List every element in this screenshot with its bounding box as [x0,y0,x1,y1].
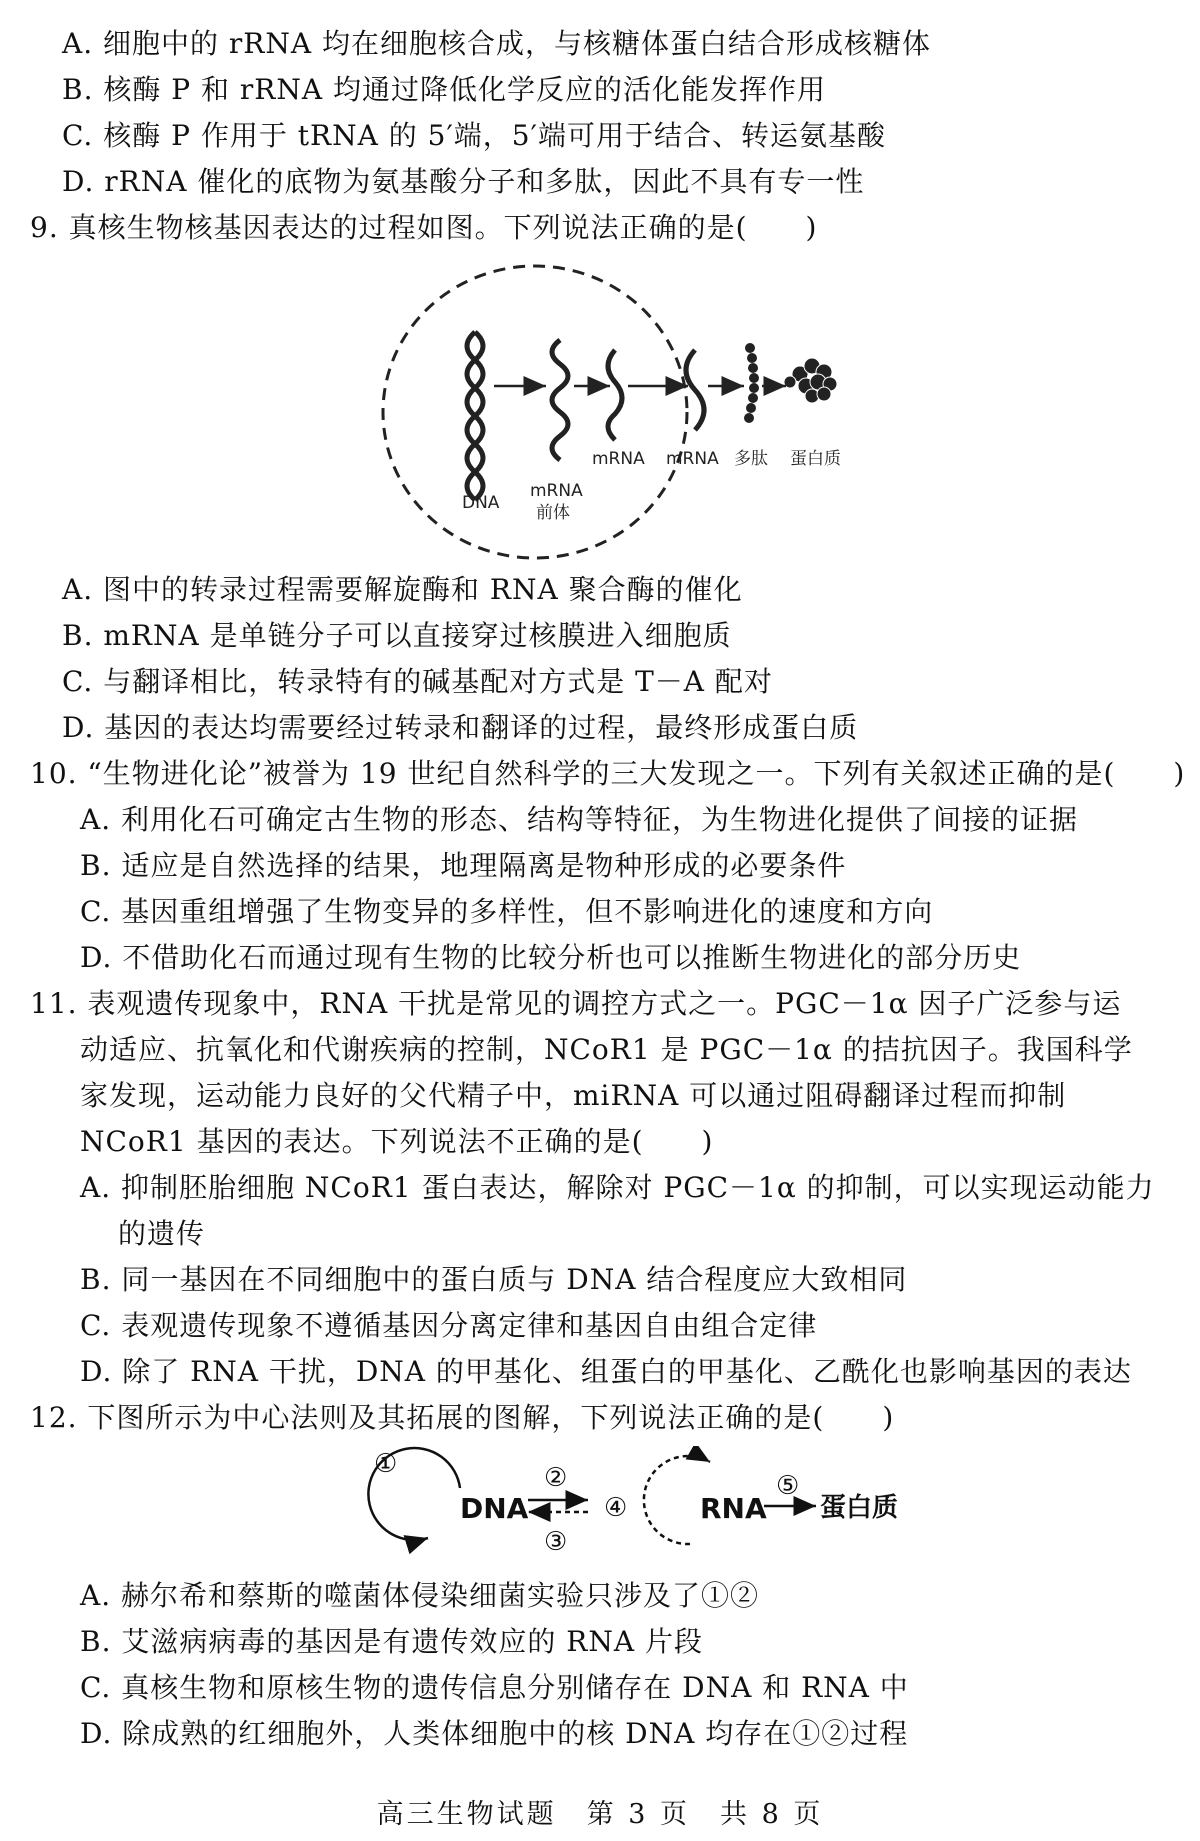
q11-stem-line-1: 11. 表观遗传现象中，RNA 干扰是常见的调控方式之一。PGC－1α 因子广泛参与运 [30,987,1122,1020]
q9-stem: 9. 真核生物核基因表达的过程如图。下列说法正确的是( ) [30,211,818,244]
q11-stem-line-3: 家发现，运动能力良好的父代精子中，miRNA 可以通过阻碍翻译过程而抑制 [80,1079,1067,1112]
label-dna: DNA [462,493,500,513]
q10-option-c: C. 基因重组增强了生物变异的多样性，但不影响进化的速度和方向 [80,895,934,928]
q11-option-d: D. 除了 RNA 干扰，DNA 的甲基化、组蛋白的甲基化、乙酰化也影响基因的表达 [80,1355,1132,1388]
q10-option-b: B. 适应是自然选择的结果，地理隔离是物种形成的必要条件 [80,849,847,882]
q9-option-a: A. 图中的转录过程需要解旋酶和 RNA 聚合酶的催化 [62,573,743,606]
cytoplasm-mrna-strand-icon [686,350,704,430]
label-circled-3: ③ [544,1527,568,1557]
label-mrna-cytoplasm: mRNA [666,449,719,469]
q11-option-a-continued: 的遗传 [118,1217,206,1250]
q9-option-c: C. 与翻译相比，转录特有的碱基配对方式是 T－A 配对 [62,665,773,698]
q9-option-d: D. 基因的表达均需要经过转录和翻译的过程，最终形成蛋白质 [62,711,859,744]
label-polypeptide: 多肽 [734,449,768,469]
q12-option-b: B. 艾滋病病毒的基因是有遗传效应的 RNA 片段 [80,1625,703,1658]
label-mrna-nucleus: mRNA [592,449,645,469]
q9-gene-expression-figure [370,262,870,562]
q11-option-c: C. 表观遗传现象不遵循基因分离定律和基因自由组合定律 [80,1309,818,1342]
page-footer: 高三生物试题 第 3 页 共 8 页 [376,1799,824,1830]
label-pre-mrna-1: mRNA [530,481,583,501]
q12-option-a: A. 赫尔希和蔡斯的噬菌体侵染细菌实验只涉及了①② [80,1579,760,1612]
rna-node: RNA [700,1492,767,1525]
nucleus-dashed-circle [383,266,687,558]
label-protein: 蛋白质 [790,449,841,469]
q8-option-a: A. 细胞中的 rRNA 均在细胞核合成，与核糖体蛋白结合形成核糖体 [62,27,932,60]
pre-mrna-strand-icon [552,340,568,460]
q8-option-b: B. 核酶 P 和 rRNA 均通过降低化学反应的活化能发挥作用 [62,73,827,106]
q8-option-c: C. 核酶 P 作用于 tRNA 的 5′端，5′端可用于结合、转运氨基酸 [62,119,886,152]
polypeptide-chain-icon [744,343,759,423]
label-pre-mrna-2: 前体 [536,503,570,523]
q11-stem-line-2: 动适应、抗氧化和代谢疾病的控制，NCoR1 是 PGC－1α 的拮抗因子。我国科学 [80,1033,1133,1066]
label-circled-4: ④ [604,1493,628,1523]
label-circled-2: ② [544,1463,568,1493]
mrna-strand-icon [608,350,622,440]
q8-option-d: D. rRNA 催化的底物为氨基酸分子和多肽，因此不具有专一性 [62,165,865,198]
q10-stem: 10. “生物进化论”被誉为 19 世纪自然科学的三大发现之一。下列有关叙述正确的是( ) [30,757,1186,790]
q10-option-a: A. 利用化石可确定古生物的形态、结构等特征，为生物进化提供了间接的证据 [80,803,1079,836]
q11-stem-line-4: NCoR1 基因的表达。下列说法不正确的是( ) [80,1125,714,1158]
q12-stem: 12. 下图所示为中心法则及其拓展的图解，下列说法正确的是( ) [30,1401,895,1434]
label-circled-5: ⑤ [776,1471,800,1501]
q11-option-b: B. 同一基因在不同细胞中的蛋白质与 DNA 结合程度应大致相同 [80,1263,908,1296]
q12-central-dogma-figure [360,1446,900,1562]
q11-option-a: A. 抑制胚胎细胞 NCoR1 蛋白表达，解除对 PGC－1α 的抑制，可以实现运动能力 [80,1171,1155,1204]
q10-option-d: D. 不借助化石而通过现有生物的比较分析也可以推断生物进化的部分历史 [80,941,1022,974]
q12-option-c: C. 真核生物和原核生物的遗传信息分别储存在 DNA 和 RNA 中 [80,1671,909,1704]
dna-double-helix-icon [467,332,483,500]
dna-node: DNA [460,1492,529,1525]
protein-node: 蛋白质 [820,1493,899,1523]
q9-option-b: B. mRNA 是单链分子可以直接穿过核膜进入细胞质 [62,619,732,652]
label-circled-1: ① [374,1449,398,1479]
protein-blob-icon [784,358,837,403]
q12-option-d: D. 除成熟的红细胞外，人类体细胞中的核 DNA 均存在①②过程 [80,1717,909,1750]
